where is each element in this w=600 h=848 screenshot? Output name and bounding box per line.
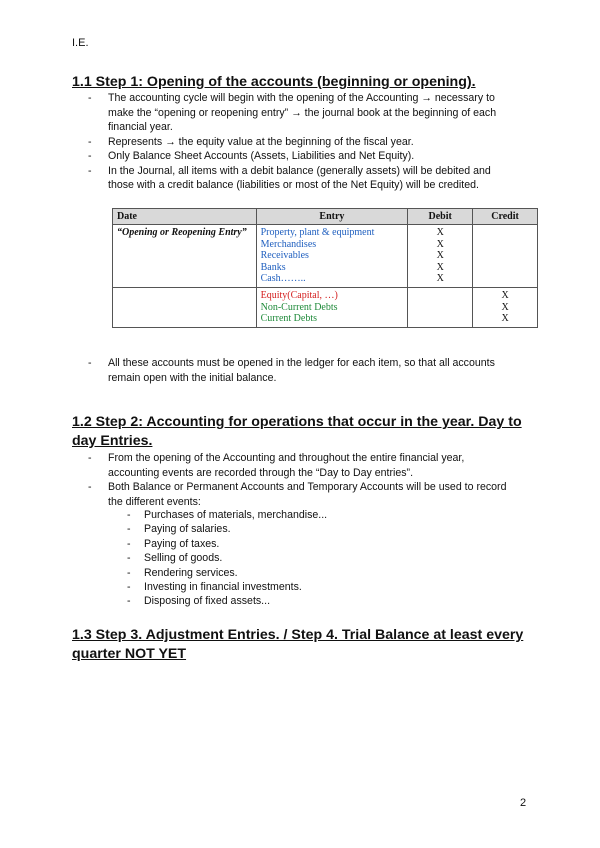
debit-marks-cell: [408, 225, 473, 288]
debit-empty-cell: [408, 287, 473, 327]
table-header-row: [113, 209, 538, 225]
account-name: Merchandises: [260, 238, 317, 250]
account-name: Equity(Capital, …): [260, 289, 338, 301]
credit-accounts-cell: [256, 287, 408, 327]
list-item: - From the opening of the Accounting and throughout the entire financial year, accounting events are recorded through the “Day to Day entries”.: [88, 451, 518, 480]
entry-date-label: “Opening or Reopening Entry”: [113, 225, 257, 288]
events-list: [127, 508, 327, 609]
list-item: - Paying of salaries.: [127, 522, 327, 536]
debit-mark: X: [436, 261, 444, 273]
list-item: - Disposing of fixed assets...: [127, 594, 327, 608]
debit-mark: X: [436, 238, 444, 250]
list-item: - Represents → the equity value at the beginning of the fiscal year.: [88, 135, 518, 150]
section-2-bullets: [88, 451, 518, 509]
account-name: Non-Current Debts: [260, 301, 338, 313]
account-name: Property, plant & equipment: [260, 227, 375, 238]
table-row: [113, 287, 538, 327]
opening-entry-table: [112, 208, 538, 328]
account-name: Current Debts: [260, 313, 317, 325]
section-1-after-table: [88, 356, 518, 385]
credit-empty-cell: [473, 225, 538, 288]
account-name: Receivables: [260, 250, 309, 262]
credit-mark: X: [501, 313, 509, 325]
date-empty-cell: [113, 287, 257, 327]
list-item: - Paying of taxes.: [127, 537, 327, 551]
credit-mark: X: [501, 301, 509, 313]
list-item: - Selling of goods.: [127, 551, 327, 565]
credit-marks-cell: [473, 287, 538, 327]
debit-mark: X: [436, 227, 444, 238]
table-row: [113, 225, 538, 288]
list-item: - Investing in financial investments.: [127, 580, 327, 594]
account-name: Banks: [260, 261, 286, 273]
list-item: - In the Journal, all items with a debit balance (generally assets) will be debited and those with a credit balance (liabilities or most of the Net Equity) will be credited.: [88, 164, 518, 193]
section-3-heading: 1.3 Step 3. Adjustment Entries. / Step 4. Trial Balance at least every quarter NOT YET: [72, 627, 524, 662]
debit-mark: X: [436, 250, 444, 262]
section-1-heading: 1.1 Step 1: Opening of the accounts (beginning or opening).: [72, 74, 476, 90]
header-entry: Entry: [256, 209, 408, 225]
list-item: - Rendering services.: [127, 566, 327, 580]
credit-mark: X: [501, 289, 509, 301]
debit-mark: X: [436, 273, 444, 285]
section-2-heading: 1.2 Step 2: Accounting for operations that occur in the year. Day to day Entries.: [72, 414, 522, 449]
header-credit: Credit: [473, 209, 538, 225]
header-debit: Debit: [408, 209, 473, 225]
list-item: - All these accounts must be opened in the ledger for each item, so that all accounts remain open with the initial balance.: [88, 356, 518, 385]
list-item: - The accounting cycle will begin with the opening of the Accounting → necessary to make the “opening or reopening entry” → the journal book at the beginning of each financial year.: [88, 91, 518, 135]
list-item: - Purchases of materials, merchandise...: [127, 508, 327, 522]
debit-accounts-cell: [256, 225, 408, 288]
section-1-bullets: [88, 91, 518, 193]
list-item: - Both Balance or Permanent Accounts and Temporary Accounts will be used to record the different events:: [88, 480, 518, 509]
account-name: Cash……..: [260, 273, 306, 285]
header-initials: I.E.: [72, 37, 89, 49]
list-item: - Only Balance Sheet Accounts (Assets, Liabilities and Net Equity).: [88, 149, 518, 164]
header-date: Date: [113, 209, 257, 225]
page-number: 2: [520, 797, 527, 809]
